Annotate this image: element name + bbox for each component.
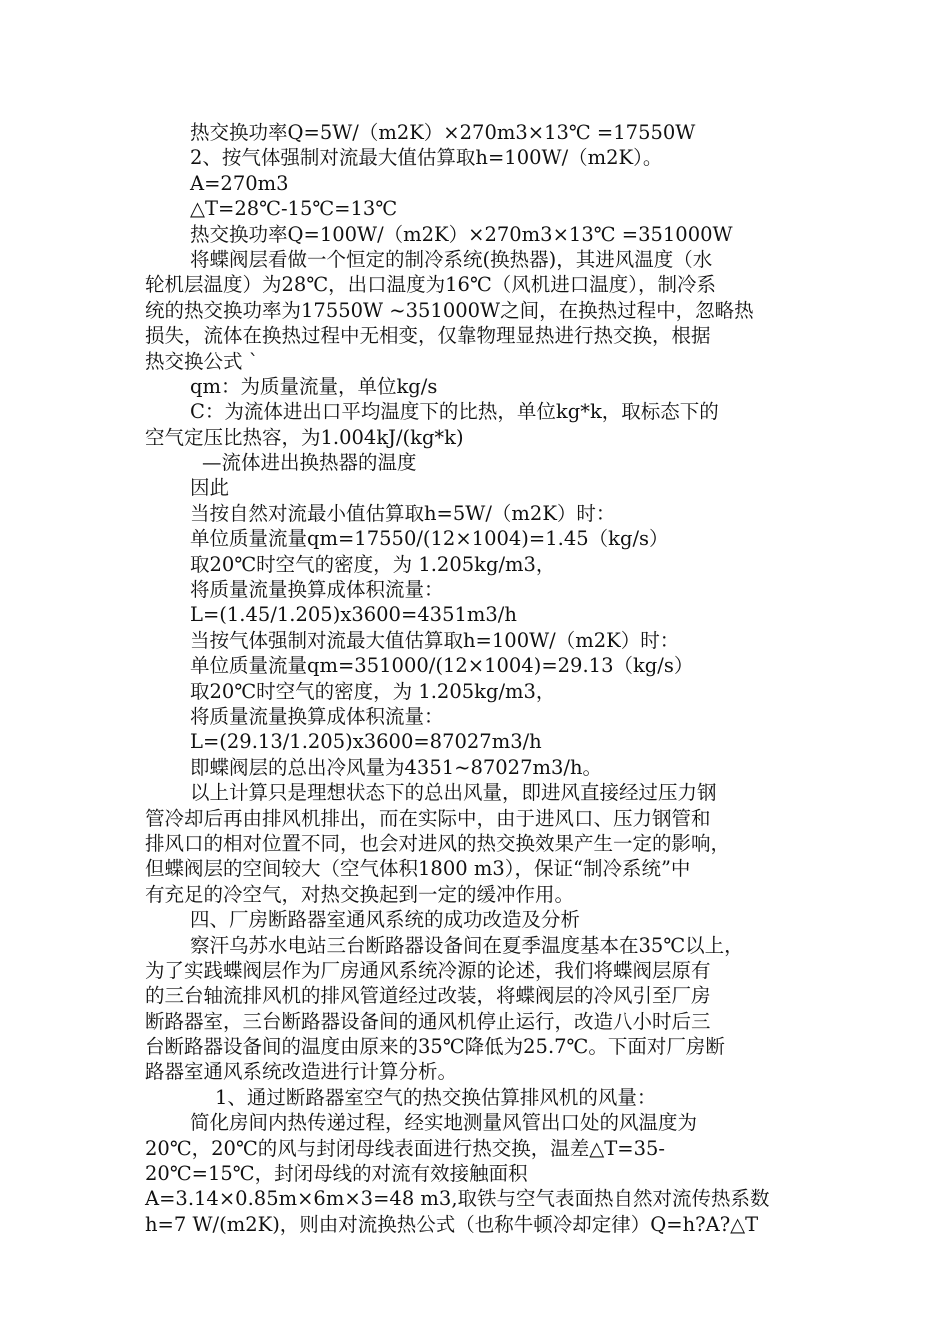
text-line: 有充足的冷空气，对热交换起到一定的缓冲作用。 (145, 882, 575, 906)
text-line: 为了实践蝶阀层作为厂房通风系统冷源的论述，我们将蝶阀层原有 (145, 958, 711, 982)
text-line: 单位质量流量qm=351000/(12×1004)=29.13（kg/s） (190, 654, 694, 678)
text-line: 当按气体强制对流最大值估算取h=100W/（m2K）时： (190, 628, 680, 652)
text-line: 轮机层温度）为28℃，出口温度为16℃（风机进口温度），制冷系 (145, 273, 717, 297)
text-line: C：为流体进出口平均温度下的比热，单位kg*k，取标态下的 (190, 400, 719, 424)
text-line: 将质量流量换算成体积流量： (190, 704, 444, 728)
text-line: 台断路器设备间的温度由原来的35℃降低为25.7℃。下面对厂房断 (145, 1035, 725, 1059)
text-line: L=(29.13/1.205)x3600=87027m3/h (190, 730, 542, 754)
text-line: 2、按气体强制对流最大值估算取h=100W/（m2K）。 (190, 146, 663, 170)
text-line: 空气定压比热容，为1.004kJ/(kg*k) (145, 425, 464, 449)
text-line: 损失，流体在换热过程中无相变，仅靠物理显热进行热交换，根据 (145, 324, 711, 348)
text-line: 察汗乌苏水电站三台断路器设备间在夏季温度基本在35℃以上， (190, 933, 744, 957)
text-line: 断路器室，三台断路器设备间的通风机停止运行，改造八小时后三 (145, 1009, 711, 1033)
text-line: 统的热交换功率为17550W ~351000W之间，在换热过程中，忽略热 (145, 298, 754, 322)
text-line: 20℃，20℃的风与封闭母线表面进行热交换，温差△T=35- (145, 1136, 665, 1160)
text-line: 管冷却后再由排风机排出，而在实际中，由于进风口、压力钢管和 (145, 806, 711, 830)
subsection-heading: 1、通过断路器室空气的热交换估算排风机的风量： (215, 1085, 657, 1109)
text-line: L=(1.45/1.205)x3600=4351m3/h (190, 603, 517, 627)
text-line: qm：为质量流量，单位kg/s (190, 374, 438, 398)
text-line: 将质量流量换算成体积流量： (190, 578, 444, 602)
text-line: 简化房间内热传递过程，经实地测量风管出口处的风温度为 (190, 1111, 698, 1135)
text-line: A=3.14×0.85m×6m×3=48 m3,取铁与空气表面热自然对流传热系数 (145, 1187, 770, 1211)
text-line: 单位质量流量qm=17550/(12×1004)=1.45（kg/s） (190, 527, 669, 551)
text-line: 热交换功率Q=5W/（m2K）×270m3×13℃ =17550W (190, 121, 696, 144)
text-line: h=7 W/(m2K)，则由对流换热公式（也称牛顿冷却定律）Q=h?A?△T (145, 1212, 759, 1236)
text-line: 20℃=15℃，封闭母线的对流有效接触面积 (145, 1162, 528, 1186)
text-line: 取20℃时空气的密度，为 1.205kg/m3， (190, 679, 556, 703)
text-line: 的三台轴流排风机的排风管道经过改装，将蝶阀层的冷风引至厂房 (145, 984, 711, 1008)
text-line: 取20℃时空气的密度，为 1.205kg/m3， (190, 552, 556, 576)
text-line: 以上计算只是理想状态下的总出风量，即进风直接经过压力钢 (190, 781, 717, 805)
text-line: 路器室通风系统改造进行计算分析。 (145, 1060, 458, 1084)
text-line: 将蝶阀层看做一个恒定的制冷系统(换热器)，其进风温度（水 (190, 247, 713, 271)
section-heading: 四、厂房断路器室通风系统的成功改造及分析 (190, 908, 581, 932)
text-line: 因此 (190, 476, 230, 500)
text-line: 当按自然对流最小值估算取h=5W/（m2K）时： (190, 501, 616, 525)
text-line: 即蝶阀层的总出冷风量为4351~87027m3/h。 (190, 755, 603, 779)
text-line: 热交换公式 ` (145, 349, 259, 373)
text-line: A=270m3 (190, 171, 289, 195)
document-body (145, 120, 815, 1237)
text-line: 但蝶阀层的空间较大（空气体积1800 m3），保证“制冷系统”中 (145, 857, 691, 881)
text-line: 排风口的相对位置不同，也会对进风的热交换效果产生一定的影响， (145, 831, 731, 855)
text-line: —流体进出换热器的温度 (202, 451, 417, 475)
text-line: △T=28℃-15℃=13℃ (190, 197, 398, 221)
text-line: 热交换功率Q=100W/（m2K）×270m3×13℃ =351000W (190, 222, 733, 246)
